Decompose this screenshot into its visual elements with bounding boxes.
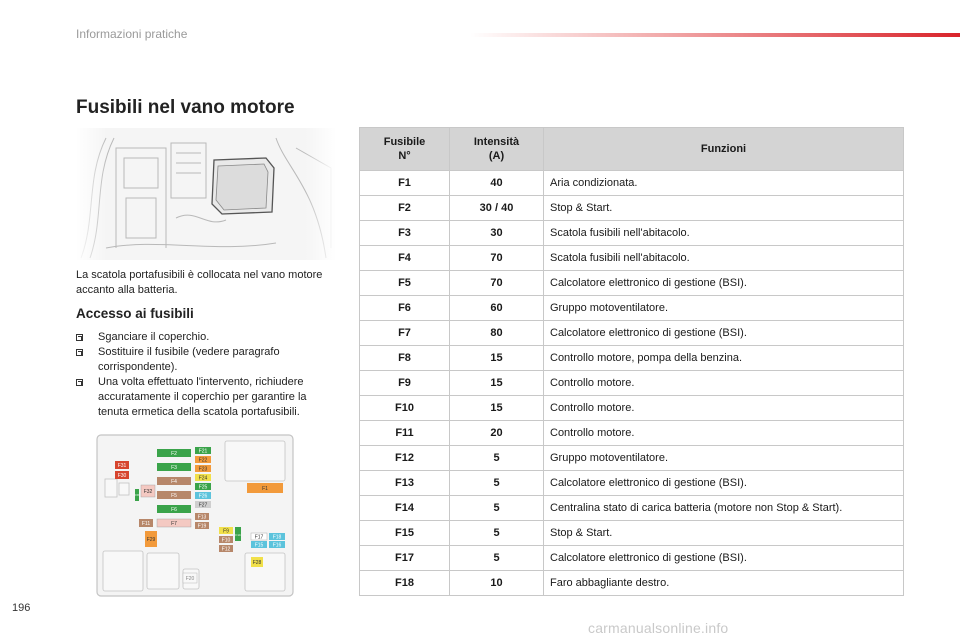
fuse-f30 <box>115 471 129 479</box>
cell-fuse: F4 <box>360 246 450 271</box>
svg-text:F10: F10 <box>221 537 231 544</box>
fuse-f32 <box>141 485 155 497</box>
column-header-fuse: Fusibile N° <box>360 128 450 171</box>
table-row <box>360 271 904 296</box>
fuse-f15 <box>251 541 267 549</box>
cell-fuse: F1 <box>360 171 450 196</box>
fuse-f7 <box>157 519 191 527</box>
svg-text:F12: F12 <box>221 546 231 553</box>
fuse-f6 <box>157 505 191 513</box>
svg-text:F2: F2 <box>171 451 177 457</box>
svg-text:F1: F1 <box>262 486 268 492</box>
cell-function: Controllo motore. <box>544 371 904 396</box>
header-divider <box>470 33 960 37</box>
cell-amperage: 70 <box>450 246 544 271</box>
cell-amperage: 30 <box>450 221 544 246</box>
svg-text:F21: F21 <box>198 448 208 455</box>
fuse-f3 <box>157 463 191 471</box>
cell-function: Controllo motore. <box>544 396 904 421</box>
engine-bay-illustration <box>76 128 336 260</box>
fuse-f14 <box>235 527 241 541</box>
fuse-f9 <box>219 527 233 535</box>
cell-fuse: F8 <box>360 346 450 371</box>
svg-text:F22: F22 <box>198 457 208 464</box>
checkbox-bullet-icon <box>76 349 83 356</box>
cell-amperage: 15 <box>450 371 544 396</box>
svg-text:F4: F4 <box>171 479 177 485</box>
cell-fuse: F9 <box>360 371 450 396</box>
cell-function: Controllo motore. <box>544 421 904 446</box>
table-row <box>360 571 904 596</box>
cell-function: Calcolatore elettronico di gestione (BSI). <box>544 321 904 346</box>
svg-text:F15: F15 <box>254 542 264 549</box>
cell-function: Gruppo motoventilatore. <box>544 446 904 471</box>
fuse-f31 <box>115 461 129 469</box>
svg-text:F6: F6 <box>171 507 177 513</box>
cell-function: Centralina stato di carica batteria (motore non Stop & Start). <box>544 496 904 521</box>
fuse-f11 <box>139 519 153 527</box>
fuse-f13 <box>195 513 209 521</box>
svg-text:F7: F7 <box>171 521 177 527</box>
svg-text:F32: F32 <box>143 489 153 495</box>
cell-fuse: F17 <box>360 546 450 571</box>
cell-fuse: F14 <box>360 496 450 521</box>
cell-function: Aria condizionata. <box>544 171 904 196</box>
checkbox-bullet-icon <box>76 379 83 386</box>
svg-text:F29: F29 <box>146 537 156 543</box>
svg-text:F26: F26 <box>198 493 208 500</box>
cell-function: Calcolatore elettronico di gestione (BSI). <box>544 271 904 296</box>
fuse-f1 <box>247 483 283 493</box>
table-row <box>360 296 904 321</box>
table-row <box>360 196 904 221</box>
intro-paragraph: La scatola portafusibili è collocata nel vano motore accanto alla batteria. <box>76 269 323 296</box>
step-text: Sganciare il coperchio. <box>98 331 210 343</box>
svg-text:F25: F25 <box>198 484 208 491</box>
cell-amperage: 15 <box>450 346 544 371</box>
table-row <box>360 321 904 346</box>
table-row <box>360 246 904 271</box>
cell-fuse: F15 <box>360 521 450 546</box>
svg-text:F8: F8 <box>135 493 139 497</box>
fuse-f12 <box>219 545 233 553</box>
svg-text:F19: F19 <box>197 523 207 530</box>
table-row <box>360 371 904 396</box>
fuse-f19 <box>195 522 209 530</box>
step-text: Sostituire il fusibile (vedere paragrafo corrispondente). <box>98 346 280 373</box>
cell-function: Scatola fusibili nell'abitacolo. <box>544 221 904 246</box>
svg-text:F13: F13 <box>197 514 207 521</box>
fuse-f16 <box>269 541 285 549</box>
svg-text:F23: F23 <box>198 466 208 473</box>
cell-amperage: 20 <box>450 421 544 446</box>
fuse-f17 <box>251 533 267 541</box>
cell-amperage: 15 <box>450 396 544 421</box>
section-title-access: Accesso ai fusibili <box>76 306 194 321</box>
svg-text:F5: F5 <box>171 493 177 499</box>
table-row <box>360 346 904 371</box>
cell-fuse: F10 <box>360 396 450 421</box>
svg-text:F28: F28 <box>252 560 262 566</box>
fuse-f4 <box>157 477 191 485</box>
cell-amperage: 5 <box>450 446 544 471</box>
cell-function: Scatola fusibili nell'abitacolo. <box>544 246 904 271</box>
cell-fuse: F7 <box>360 321 450 346</box>
table-row <box>360 446 904 471</box>
cell-amperage: 70 <box>450 271 544 296</box>
svg-text:F24: F24 <box>198 475 208 482</box>
fuse-f5 <box>157 491 191 499</box>
cell-function: Gruppo motoventilatore. <box>544 296 904 321</box>
watermark: carmanualsonline.info <box>588 620 729 636</box>
cell-amperage: 10 <box>450 571 544 596</box>
cell-function: Faro abbagliante destro. <box>544 571 904 596</box>
fuse-table <box>359 127 904 596</box>
svg-text:F17: F17 <box>254 534 264 541</box>
svg-text:F14: F14 <box>235 533 241 537</box>
svg-text:F18: F18 <box>272 534 282 541</box>
cell-amperage: 60 <box>450 296 544 321</box>
cell-fuse: F2 <box>360 196 450 221</box>
cell-fuse: F11 <box>360 421 450 446</box>
table-row <box>360 521 904 546</box>
svg-text:F20: F20 <box>185 576 195 582</box>
list-item <box>76 345 338 375</box>
list-item <box>76 375 338 420</box>
fuse-f18 <box>269 533 285 541</box>
header-section-label: Informazioni pratiche <box>76 27 188 41</box>
cell-function: Stop & Start. <box>544 521 904 546</box>
fuse-f27 <box>195 501 211 509</box>
cell-amperage: 80 <box>450 321 544 346</box>
svg-text:F30: F30 <box>117 473 127 479</box>
cell-amperage: 5 <box>450 471 544 496</box>
table-header-row <box>360 128 904 171</box>
table-row <box>360 396 904 421</box>
table-row <box>360 221 904 246</box>
cell-fuse: F12 <box>360 446 450 471</box>
fuse-f29 <box>145 531 157 547</box>
page-title: Fusibili nel vano motore <box>76 97 295 118</box>
table-row <box>360 496 904 521</box>
svg-text:F31: F31 <box>117 463 127 469</box>
fuse-f25 <box>195 483 211 491</box>
cell-amperage: 5 <box>450 496 544 521</box>
fuse-f21 <box>195 447 211 455</box>
fuse-f2 <box>157 449 191 457</box>
fuse-f8 <box>135 489 139 501</box>
column-header-amperage: Intensità (A) <box>450 128 544 171</box>
svg-text:F9: F9 <box>223 528 229 535</box>
access-steps-list <box>76 330 338 420</box>
column-header-functions: Funzioni <box>544 128 904 171</box>
svg-text:F27: F27 <box>198 502 208 509</box>
step-text: Una volta effettuato l'intervento, richiudere accuratamente il coperchio per garantire la tenuta ermetica della scatola portafusibili. <box>98 376 307 418</box>
checkbox-bullet-icon <box>76 334 83 341</box>
cell-amperage: 30 / 40 <box>450 196 544 221</box>
page-number: 196 <box>12 602 31 614</box>
list-item <box>76 330 338 345</box>
cell-fuse: F18 <box>360 571 450 596</box>
cell-amperage: 40 <box>450 171 544 196</box>
cell-fuse: F5 <box>360 271 450 296</box>
cell-fuse: F3 <box>360 221 450 246</box>
cell-function: Stop & Start. <box>544 196 904 221</box>
cell-function: Controllo motore, pompa della benzina. <box>544 346 904 371</box>
cell-function: Calcolatore elettronico di gestione (BSI). <box>544 471 904 496</box>
cell-amperage: 5 <box>450 546 544 571</box>
table-row <box>360 546 904 571</box>
fuse-f22 <box>195 456 211 464</box>
fuse-f23 <box>195 465 211 473</box>
cell-fuse: F6 <box>360 296 450 321</box>
table-row <box>360 171 904 196</box>
cell-fuse: F13 <box>360 471 450 496</box>
table-row <box>360 421 904 446</box>
fusebox-diagram <box>95 433 295 598</box>
cell-amperage: 5 <box>450 521 544 546</box>
fuse-f28 <box>251 557 263 567</box>
table-row <box>360 471 904 496</box>
fuse-f24 <box>195 474 211 482</box>
svg-text:F11: F11 <box>141 521 151 527</box>
fuse-f20 <box>183 573 197 583</box>
svg-text:F16: F16 <box>272 542 282 549</box>
fuse-f10 <box>219 536 233 544</box>
cell-function: Calcolatore elettronico di gestione (BSI). <box>544 546 904 571</box>
svg-text:F3: F3 <box>171 465 177 471</box>
fuse-f26 <box>195 492 211 500</box>
